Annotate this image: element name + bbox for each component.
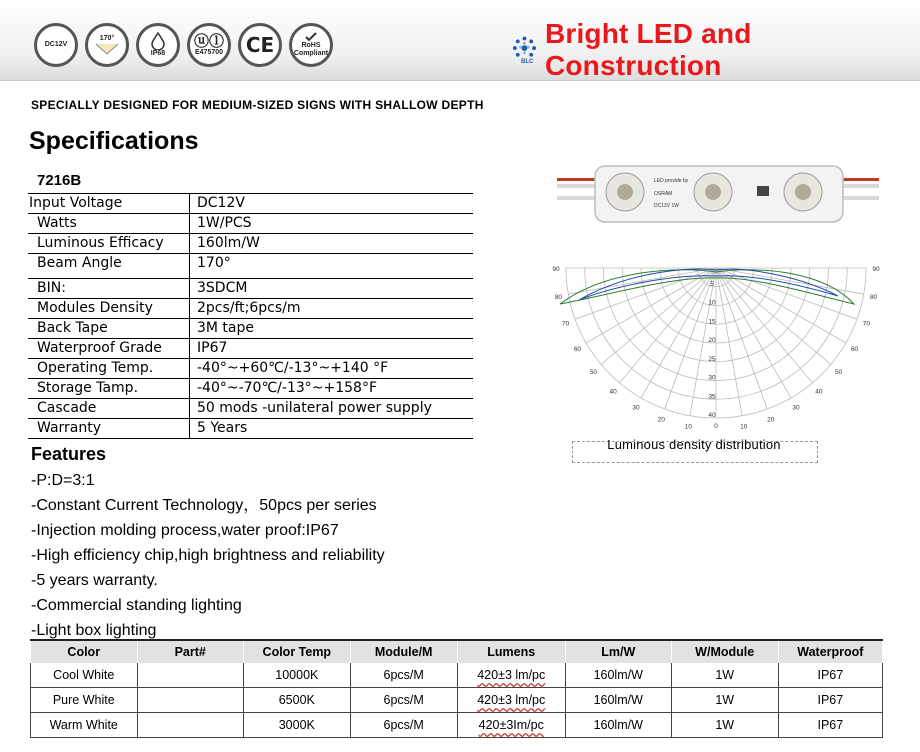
table-row xyxy=(31,688,883,713)
spec-value: IP67 xyxy=(190,339,474,359)
table-cell: 3000K xyxy=(243,713,350,738)
spec-row xyxy=(28,254,473,279)
spec-value: DC12V xyxy=(190,194,474,214)
spec-row xyxy=(28,299,473,319)
table-row xyxy=(31,713,883,738)
specifications-heading: Specifications xyxy=(29,127,199,155)
spec-label: Waterproof Grade xyxy=(28,339,190,359)
rohs-badge-text: RoHS Compliant xyxy=(293,42,329,57)
radial-tick-label: 15 xyxy=(708,318,716,326)
feature-item: -Light box lighting xyxy=(31,622,157,639)
feature-item: -5 years warranty. xyxy=(31,572,158,589)
spec-row xyxy=(28,279,473,299)
feature-item: -High efficiency chip,high brightness and reliability xyxy=(31,547,385,564)
table-cell: 1W xyxy=(671,688,778,713)
spec-table xyxy=(28,193,473,439)
angle-label-left: 70 xyxy=(562,320,570,328)
dc12v-plug-icon xyxy=(34,23,78,67)
table-cell xyxy=(457,663,565,688)
polar-distribution-chart xyxy=(534,256,890,464)
spec-value: -40°~-70℃/-13°~+158°F xyxy=(190,379,474,399)
led-module-image xyxy=(557,160,879,228)
radial-tick-label: 30 xyxy=(708,374,716,382)
table-cell: 160lm/W xyxy=(565,688,671,713)
radial-tick-label: 5 xyxy=(710,280,714,288)
table-cell: IP67 xyxy=(778,713,882,738)
spec-row xyxy=(28,234,473,254)
module-print-line: LED provide by xyxy=(654,178,689,184)
column-header: Color Temp xyxy=(243,640,350,663)
checkmark-icon xyxy=(305,32,317,42)
column-header: Lumens xyxy=(457,640,565,663)
spec-row xyxy=(28,194,473,214)
dc12v-badge-text: DC12V xyxy=(44,41,68,48)
table-cell: Pure White xyxy=(31,688,138,713)
table-cell: 6500K xyxy=(243,688,350,713)
angle-label-right: 50 xyxy=(834,368,843,376)
ip68-drop-icon xyxy=(136,23,180,67)
table-cell: Cool White xyxy=(31,663,138,688)
spec-row xyxy=(28,214,473,234)
spec-row xyxy=(28,339,473,359)
spec-label: Watts xyxy=(28,214,190,234)
column-header: Lm/W xyxy=(565,640,671,663)
table-cell: 1W xyxy=(671,663,778,688)
column-header: Module/M xyxy=(350,640,457,663)
angle-label-right: 90 xyxy=(872,266,880,273)
table-cell xyxy=(137,688,243,713)
angle-label-right: 70 xyxy=(862,320,870,328)
spec-label: Beam Angle xyxy=(28,254,190,279)
angle-label-right: 10 xyxy=(740,423,748,431)
ul-listed-icon xyxy=(187,23,231,67)
angle-label-left: 60 xyxy=(573,346,582,353)
feature-item: -Constant Current Technology，50pcs per series xyxy=(31,497,377,514)
spec-label: Input Voltage xyxy=(28,194,190,214)
column-header: Color xyxy=(31,640,138,663)
spec-label: Cascade xyxy=(28,399,190,419)
table-cell xyxy=(457,713,565,738)
spec-row xyxy=(28,379,473,399)
spec-value: 1W/PCS xyxy=(190,214,474,234)
table-cell xyxy=(137,713,243,738)
spec-label: Back Tape xyxy=(28,319,190,339)
spec-value: 2pcs/ft;6pcs/m xyxy=(190,299,474,319)
spec-label: Storage Tamp. xyxy=(28,379,190,399)
angle-label-left: 50 xyxy=(589,368,598,376)
ul-mark-icon: ⓤⓛ xyxy=(193,31,224,50)
table-cell xyxy=(137,663,243,688)
rohs-compliant-icon xyxy=(289,23,333,67)
spec-label: BIN: xyxy=(28,279,190,299)
spec-label: Operating Temp. xyxy=(28,359,190,379)
spec-label: Modules Density xyxy=(28,299,190,319)
brand-title: Bright LED and Construction xyxy=(544,18,752,81)
spec-value: 50 mods -unilateral power supply xyxy=(190,399,474,419)
features-list xyxy=(31,468,385,643)
ce-badge-text: CE xyxy=(245,33,275,57)
table-cell xyxy=(457,688,565,713)
radial-tick-label: 35 xyxy=(708,393,716,401)
angle-label-left: 40 xyxy=(609,388,617,396)
table-cell: IP67 xyxy=(778,663,882,688)
spec-row xyxy=(28,359,473,379)
table-cell: 6pcs/M xyxy=(350,713,457,738)
ce-mark-icon xyxy=(238,23,282,67)
angle-label-left: 90 xyxy=(552,266,560,273)
spec-row xyxy=(28,319,473,339)
table-header-row xyxy=(31,640,883,663)
spec-row xyxy=(28,399,473,419)
radial-tick-label: 10 xyxy=(708,299,716,307)
beam-angle-badge-text: 170° xyxy=(99,35,115,42)
ul-badge-text: E475700 xyxy=(194,48,224,56)
beam-angle-icon xyxy=(85,23,129,67)
table-cell: 160lm/W xyxy=(565,663,671,688)
spec-value: 3SDCM xyxy=(190,279,474,299)
angle-label-left: 30 xyxy=(632,404,640,412)
water-drop-icon xyxy=(150,32,166,50)
angle-label-bottom: 0 xyxy=(714,423,718,430)
column-header: Part# xyxy=(137,640,243,663)
features-heading: Features xyxy=(31,444,107,464)
spec-value: 5 Years xyxy=(190,419,474,439)
column-header: W/Module xyxy=(671,640,778,663)
brand-logo-text: BLC xyxy=(521,59,534,65)
angle-label-left: 20 xyxy=(657,416,665,424)
lumens-value: 420±3 lm/pc xyxy=(477,693,546,707)
feature-item: -P:D=3:1 xyxy=(31,472,95,489)
ip68-badge-text: IP68 xyxy=(150,50,166,57)
lumens-value: 420±3Im/pc xyxy=(478,718,544,732)
lumens-value: 420±3 lm/pc xyxy=(477,668,546,682)
feature-item: -Injection molding process,water proof:IP67 xyxy=(31,522,339,539)
table-cell: 6pcs/M xyxy=(350,663,457,688)
tagline: SPECIALLY DESIGNED FOR MEDIUM-SIZED SIGNS WITH SHALLOW DEPTH xyxy=(31,98,484,112)
spec-value: 160lm/W xyxy=(190,234,474,254)
angle-label-right: 40 xyxy=(815,388,823,396)
polar-chart-caption: Luminous density distribution xyxy=(607,437,781,452)
table-cell: 6pcs/M xyxy=(350,688,457,713)
angle-label-right: 30 xyxy=(792,404,800,412)
angle-label-right: 20 xyxy=(767,416,775,424)
angle-label-right: 80 xyxy=(869,293,878,301)
angle-label-right: 60 xyxy=(850,346,859,353)
spec-label: Luminous Efficacy xyxy=(28,234,190,254)
angle-label-left: 80 xyxy=(554,293,563,301)
spec-value: -40°~+60℃/-13°~+140 °F xyxy=(190,359,474,379)
radial-tick-label: 20 xyxy=(708,337,716,344)
table-cell: IP67 xyxy=(778,688,882,713)
spec-row xyxy=(28,419,473,439)
table-cell: 10000K xyxy=(243,663,350,688)
table-cell: 1W xyxy=(671,713,778,738)
module-print-line: OSRAM xyxy=(654,191,673,197)
beam-cone-icon xyxy=(94,43,120,55)
spec-value: 3M tape xyxy=(190,319,474,339)
table-cell: Warm White xyxy=(31,713,138,738)
radial-tick-label: 40 xyxy=(708,412,716,419)
spec-label: Warranty xyxy=(28,419,190,439)
spec-value: 170° xyxy=(190,254,474,279)
table-cell: 160lm/W xyxy=(565,713,671,738)
feature-item: -Commercial standing lighting xyxy=(31,597,242,614)
angle-label-left: 10 xyxy=(684,423,692,431)
model-number: 7216B xyxy=(37,172,82,189)
product-table xyxy=(30,639,883,738)
table-row xyxy=(31,663,883,688)
brand-block xyxy=(512,18,920,81)
radial-tick-label: 25 xyxy=(708,355,716,363)
column-header: Waterproof xyxy=(778,640,882,663)
module-print-line: DC12V 1W xyxy=(654,203,680,209)
